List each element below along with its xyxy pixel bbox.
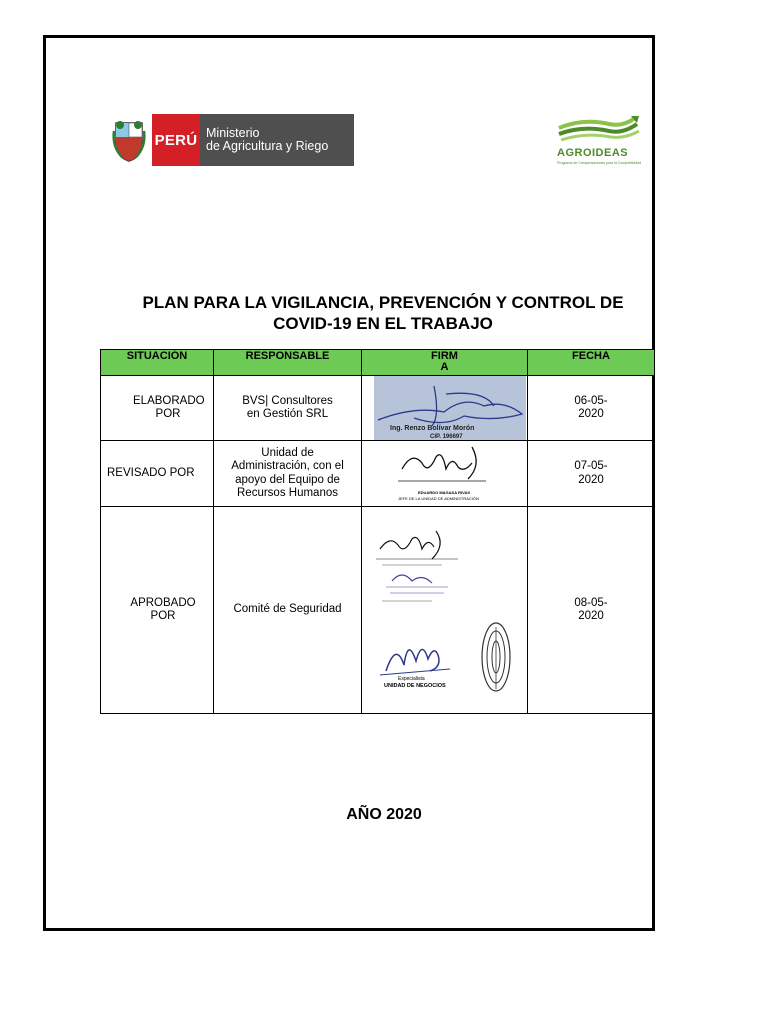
table-header-row [101, 350, 655, 376]
document-title [100, 292, 666, 334]
row-date [528, 441, 655, 507]
header-date: FECHA [528, 350, 655, 376]
row-responsible [214, 376, 362, 441]
signature-cell [362, 441, 528, 507]
header-situation: SITUACIÓN [101, 350, 214, 376]
row-situation-text: REVISADO POR [107, 466, 195, 479]
peru-label: PERÚ [152, 114, 200, 166]
ministry-name [200, 114, 354, 166]
title-line-1: PLAN PARA LA VIGILANCIA, PREVENCIÓN Y CONTROL DE [142, 293, 624, 312]
agroideas-logo [553, 114, 643, 170]
stamp-id: CIP. 196697 [430, 434, 463, 440]
signature-scribble-icon [372, 529, 472, 609]
stamp-name: EDUARDO MAGASA RIVAS [418, 490, 471, 495]
table-row [101, 441, 655, 507]
row-responsible-text: Comité de Seguridad [233, 603, 342, 616]
row-situation [101, 441, 214, 507]
row-situation-text: ELABORADO POR [133, 394, 205, 420]
row-responsible-text: Unidad de Administración, con el apoyo del Equipo de Recursos Humanos [231, 446, 344, 499]
signature-scribble-icon [392, 445, 492, 487]
row-responsible-text: BVS| Consultores en Gestión SRL [242, 394, 333, 420]
fingerprint-icon [476, 617, 516, 697]
row-date [528, 507, 655, 714]
title-line-2: COVID-19 EN EL TRABAJO [273, 314, 493, 333]
header-signature-text: FIRMA [431, 350, 458, 373]
header-signature [362, 350, 528, 376]
document-year: AÑO 2020 [346, 806, 422, 823]
row-date-text: 08-05-2020 [574, 596, 608, 622]
header-responsible: RESPONSABLE [214, 350, 362, 376]
stamp-role: JEFE DE LA UNIDAD DE ADMINISTRACIÓN [398, 496, 479, 501]
stamp-unit: UNIDAD DE NEGOCIOS [384, 683, 446, 689]
stamp-name: Ing. Renzo Bolívar Morón [390, 425, 475, 432]
row-date [528, 376, 655, 441]
signature-cell [362, 376, 528, 441]
peru-coat-of-arms-icon [112, 117, 146, 163]
row-situation-text: APROBADO POR [130, 596, 196, 622]
stamp-role: Especialista [398, 676, 425, 682]
row-responsible [214, 507, 362, 714]
approval-table [100, 349, 655, 714]
table-row [101, 507, 655, 714]
ministry-line-1: Ministerio [206, 126, 260, 140]
signature-cell [362, 507, 528, 714]
ministry-logo [112, 114, 354, 166]
row-situation [101, 507, 214, 714]
agroideas-name: AGROIDEAS [557, 147, 629, 159]
agroideas-tagline: Programa de Compensaciones para la Competitividad [557, 161, 642, 165]
table-row [101, 376, 655, 441]
row-date-text: 07-05-2020 [574, 460, 608, 486]
row-responsible [214, 441, 362, 507]
ministry-line-2: de Agricultura y Riego [206, 139, 329, 153]
row-date-text: 06-05-2020 [574, 394, 608, 420]
agroideas-swoosh-icon [553, 114, 643, 148]
signature-image [374, 376, 526, 440]
row-situation [101, 376, 214, 441]
